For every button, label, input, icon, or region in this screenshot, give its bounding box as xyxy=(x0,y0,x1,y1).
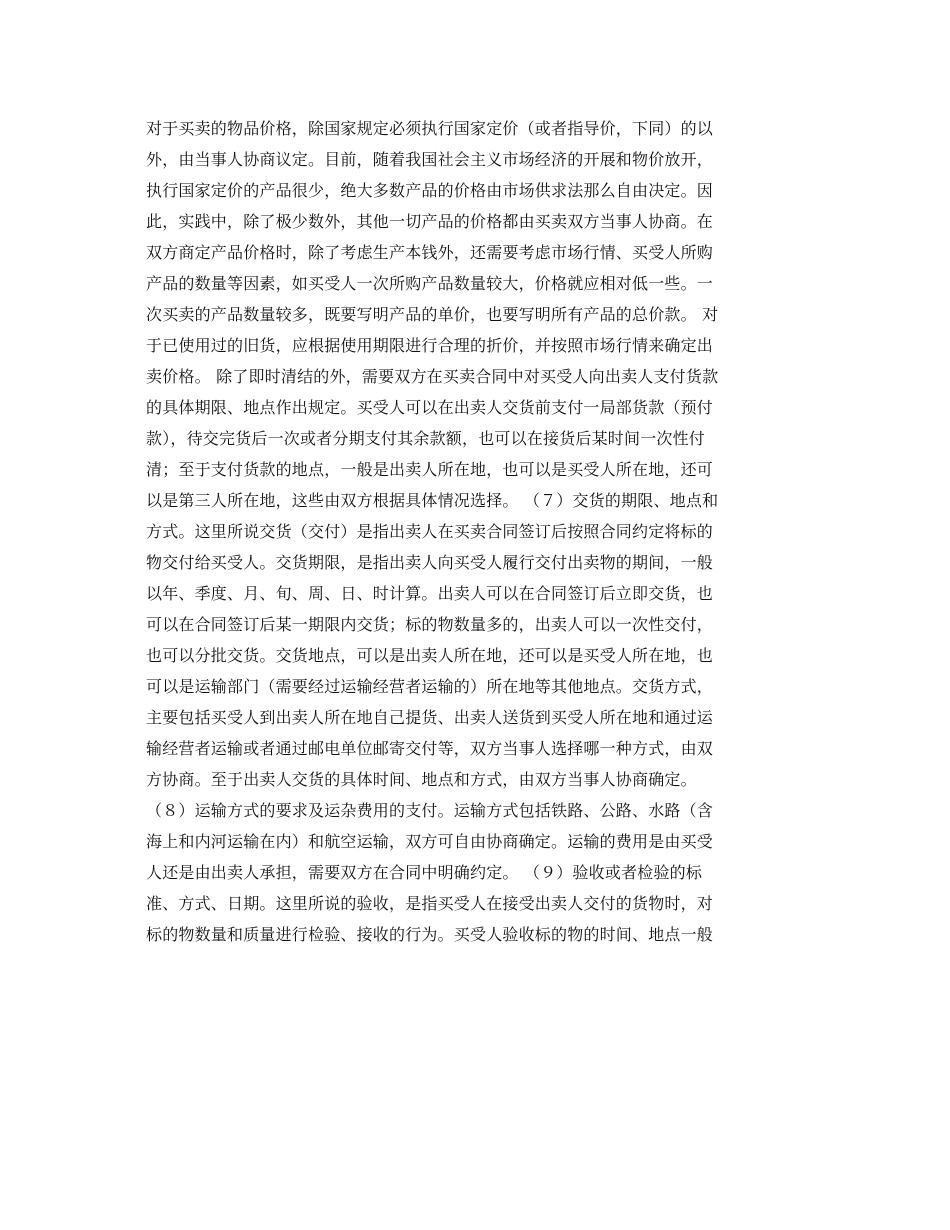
text-line: 执行国家定价的产品很少，绝大多数产品的价格由市场供求法那么自由决定。因 xyxy=(146,181,714,200)
text-line: 方协商。至于出卖人交货的具体时间、地点和方式，由双方当事人协商确定。 xyxy=(146,770,697,789)
text-line: （８）运输方式的要求及运杂费用的支付。运输方式包括铁路、公路、水路（含 xyxy=(146,801,714,820)
text-line: 的具体期限、地点作出规定。买受人可以在出卖人交货前支付一局部货款（预付 xyxy=(146,398,714,417)
text-line: 此，实践中，除了极少数外，其他一切产品的价格都由买卖双方当事人协商。在 xyxy=(146,212,714,231)
document-body xyxy=(146,113,806,950)
text-line: 对于买卖的物品价格，除国家规定必须执行国家定价（或者指导价，下同）的以 xyxy=(146,119,714,138)
text-line: 方式。这里所说交货（交付）是指出卖人在买卖合同签订后按照合同约定将标的 xyxy=(146,522,714,541)
text-line: 以是第三人所在地，这些由双方根据具体情况选择。 （７）交货的期限、地点和 xyxy=(146,491,719,510)
text-line: 也可以分批交货。交货地点，可以是出卖人所在地，还可以是买受人所在地，也 xyxy=(146,646,714,665)
text-line: 可以在合同签订后某一期限内交货；标的物数量多的，出卖人可以一次性交付， xyxy=(146,615,714,634)
text-line: 次买卖的产品数量较多，既要写明产品的单价，也要写明所有产品的总价款。 对 xyxy=(146,305,719,324)
text-line: 主要包括买受人到出卖人所在地自己提货、出卖人送货到买受人所在地和通过运 xyxy=(146,708,714,727)
text-line: 卖价格。 除了即时清结的外，需要双方在买卖合同中对买受人向出卖人支付货款 xyxy=(146,367,719,386)
text-line: 标的物数量和质量进行检验、接收的行为。买受人验收标的物的时间、地点一般 xyxy=(146,925,714,944)
text-line: 产品的数量等因素，如买受人一次所购产品数量较大，价格就应相对低一些。一 xyxy=(146,274,714,293)
text-line: 清；至于支付货款的地点，一般是出卖人所在地，也可以是买受人所在地，还可 xyxy=(146,460,714,479)
text-line: 于已使用过的旧货，应根据使用期限进行合理的折价，并按照市场行情来确定出 xyxy=(146,336,714,355)
text-line: 以年、季度、月、旬、周、日、时计算。出卖人可以在合同签订后立即交货，也 xyxy=(146,584,714,603)
text-line: 输经营者运输或者通过邮电单位邮寄交付等，双方当事人选择哪一种方式，由双 xyxy=(146,739,714,758)
text-line: 可以是运输部门（需要经过运输经营者运输的）所在地等其他地点。交货方式， xyxy=(146,677,714,696)
text-line: 外，由当事人协商议定。目前，随着我国社会主义市场经济的开展和物价放开， xyxy=(146,150,714,169)
text-line: 人还是由出卖人承担，需要双方在合同中明确约定。 （９）验收或者检验的标 xyxy=(146,863,703,882)
text-line: 准、方式、日期。这里所说的验收，是指买受人在接受出卖人交付的货物时，对 xyxy=(146,894,714,913)
text-line: 款），待交完货后一次或者分期支付其余款额，也可以在接货后某时间一次性付 xyxy=(146,429,706,448)
text-line: 双方商定产品价格时，除了考虑生产本钱外，还需要考虑市场行情、买受人所购 xyxy=(146,243,714,262)
text-line: 物交付给买受人。交货期限，是指出卖人向买受人履行交付出卖物的期间，一般 xyxy=(146,553,714,572)
text-line: 海上和内河运输在内）和航空运输，双方可自由协商确定。运输的费用是由买受 xyxy=(146,832,714,851)
